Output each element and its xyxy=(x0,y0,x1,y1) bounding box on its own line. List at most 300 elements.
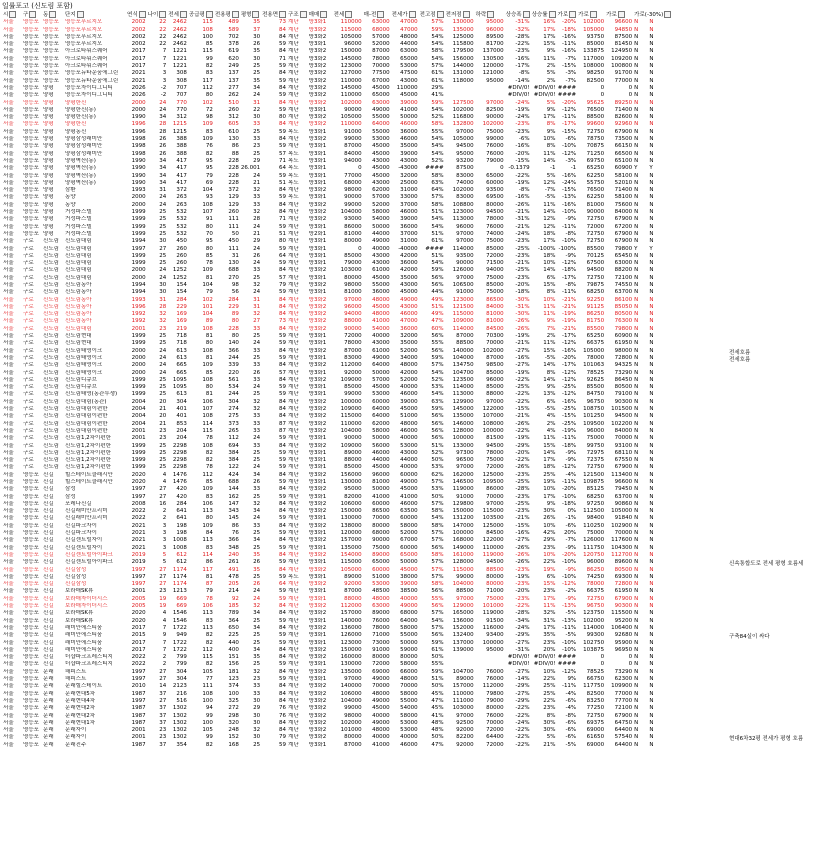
table-cell[interactable]: N xyxy=(649,274,654,281)
table-cell[interactable]: 84 xyxy=(279,311,287,318)
table-cell[interactable]: -26% xyxy=(515,420,530,427)
table-cell[interactable]: 영등포 xyxy=(23,493,39,500)
table-cell[interactable]: 24 xyxy=(253,588,261,595)
table-cell[interactable]: 2000 xyxy=(131,99,146,106)
table-cell[interactable]: 99750 xyxy=(586,442,605,449)
table-cell[interactable]: 95000 xyxy=(456,150,474,157)
table-cell[interactable]: N xyxy=(634,610,639,617)
table-cell[interactable]: -26% xyxy=(515,325,530,332)
table-cell[interactable]: 30 xyxy=(253,712,261,719)
table-cell[interactable]: 109 xyxy=(202,486,213,493)
table-cell[interactable]: 41% xyxy=(431,712,444,719)
table-cell[interactable]: 90300 xyxy=(614,603,633,610)
table-cell[interactable]: 60000 xyxy=(400,515,418,522)
table-cell[interactable]: 84 xyxy=(279,442,287,449)
table-cell[interactable]: 126000 xyxy=(340,632,362,639)
table-cell[interactable]: 229 xyxy=(176,303,187,310)
table-cell[interactable]: 1992 xyxy=(131,311,146,318)
table-cell[interactable]: 92 xyxy=(231,595,239,602)
table-cell[interactable]: 270 xyxy=(228,274,239,281)
table-cell[interactable]: 610 xyxy=(228,128,239,135)
table-cell[interactable]: 157000 xyxy=(340,610,362,617)
table-cell[interactable]: 영등포 xyxy=(23,172,39,179)
table-cell[interactable]: 1998 xyxy=(131,143,146,150)
table-cell[interactable]: N xyxy=(649,296,654,303)
table-cell[interactable]: N xyxy=(634,500,639,507)
table-cell[interactable]: 63700 xyxy=(614,493,633,500)
table-cell[interactable]: 2 xyxy=(162,654,167,661)
table-cell[interactable]: 1990 xyxy=(131,179,146,186)
table-cell[interactable]: 구로 xyxy=(23,376,34,383)
table-cell[interactable]: -12% xyxy=(561,150,577,157)
table-cell[interactable]: 44000 xyxy=(372,457,390,464)
table-cell[interactable]: -18% xyxy=(515,289,530,296)
table-cell[interactable]: 1999 xyxy=(131,260,146,267)
table-cell[interactable]: 2017 xyxy=(131,624,146,631)
table-cell[interactable]: 179500 xyxy=(452,48,474,55)
table-cell[interactable]: -27% xyxy=(515,537,530,544)
table-cell[interactable]: 48000 xyxy=(372,595,390,602)
table-cell[interactable]: #### xyxy=(425,165,444,172)
table-cell[interactable]: 양평 xyxy=(43,99,54,106)
table-cell[interactable]: 영등포 xyxy=(23,128,39,135)
column-header[interactable] xyxy=(188,11,214,19)
table-cell[interactable]: 76 xyxy=(279,712,287,719)
table-cell[interactable]: -16% xyxy=(561,398,577,405)
table-cell[interactable]: 26 xyxy=(253,369,261,376)
table-cell[interactable]: 78000 xyxy=(372,55,390,62)
table-cell[interactable]: 34 xyxy=(159,157,167,164)
filter-dropdown-icon[interactable] xyxy=(159,11,166,18)
table-cell[interactable]: 101063 xyxy=(583,362,605,369)
table-cell[interactable]: 128000 xyxy=(452,427,474,434)
table-cell[interactable]: 64400 xyxy=(614,741,633,748)
table-cell[interactable]: 양평 xyxy=(43,157,54,164)
table-cell[interactable]: 56% xyxy=(431,420,444,427)
table-cell[interactable]: 25 xyxy=(159,333,167,340)
table-cell[interactable]: -15% xyxy=(515,522,530,529)
table-cell[interactable]: 서울 xyxy=(3,530,14,537)
table-cell[interactable]: N xyxy=(649,194,654,201)
table-cell[interactable]: N xyxy=(649,435,654,442)
table-cell[interactable]: 영등포 xyxy=(23,99,39,106)
table-cell[interactable]: N xyxy=(634,179,639,186)
table-cell[interactable]: 144 xyxy=(228,486,239,493)
table-cell[interactable]: 707 xyxy=(176,84,187,91)
table-cell[interactable]: 계단 xyxy=(288,449,299,456)
table-cell[interactable]: 66750 xyxy=(586,676,605,683)
table-cell[interactable]: 방3화1 xyxy=(308,676,327,683)
table-cell[interactable]: 85500 xyxy=(586,245,605,252)
table-cell[interactable]: 방3화1 xyxy=(308,632,327,639)
table-cell[interactable]: 방3화2 xyxy=(308,566,327,573)
table-cell[interactable]: 76 xyxy=(231,530,239,537)
table-cell[interactable]: 101250 xyxy=(583,413,605,420)
table-cell[interactable]: 신도림태영이크 xyxy=(65,369,103,376)
table-cell[interactable]: 51% xyxy=(431,252,444,259)
table-cell[interactable]: 계단 xyxy=(288,530,299,537)
table-cell[interactable]: 80000 xyxy=(344,238,362,245)
table-cell[interactable]: 서울 xyxy=(3,479,14,485)
table-cell[interactable]: 88500 xyxy=(456,588,474,595)
table-cell[interactable]: 72000 xyxy=(344,333,362,340)
table-cell[interactable]: 59 xyxy=(279,223,287,230)
table-cell[interactable]: 72100 xyxy=(614,705,633,712)
table-cell[interactable]: 계단 xyxy=(288,238,299,245)
table-cell[interactable]: 계단 xyxy=(288,668,299,675)
table-cell[interactable]: 1990 xyxy=(131,114,146,121)
table-cell[interactable]: 59 xyxy=(279,41,287,48)
table-cell[interactable]: 계단 xyxy=(288,318,299,325)
table-cell[interactable]: 60% xyxy=(431,325,444,332)
table-cell[interactable]: 132400 xyxy=(452,632,474,639)
table-cell[interactable]: 97000 xyxy=(456,230,474,237)
table-cell[interactable]: 100000 xyxy=(340,398,362,405)
table-cell[interactable]: 90860 xyxy=(614,500,633,507)
table-cell[interactable]: 118000 xyxy=(452,77,474,84)
table-cell[interactable]: 14% xyxy=(543,449,556,456)
table-cell[interactable]: 38500 xyxy=(400,588,418,595)
table-cell[interactable]: 신길 xyxy=(43,566,54,573)
table-cell[interactable]: 더샵파크프레스티지 xyxy=(65,654,113,661)
table-cell[interactable]: -6% xyxy=(565,697,577,704)
table-cell[interactable]: 1994 xyxy=(131,289,146,296)
table-cell[interactable]: 97000 xyxy=(456,712,474,719)
table-cell[interactable]: 계단 xyxy=(288,442,299,449)
table-cell[interactable]: 85000 xyxy=(344,252,362,259)
table-cell[interactable]: N xyxy=(649,588,654,595)
table-cell[interactable]: 영등포 xyxy=(23,676,39,683)
table-cell[interactable]: 78 xyxy=(205,464,213,471)
table-cell[interactable]: 영등포 xyxy=(23,573,39,580)
table-cell[interactable]: 영등포 xyxy=(23,668,39,675)
table-cell[interactable] xyxy=(445,92,475,99)
table-cell[interactable]: 문래현대2차 xyxy=(65,712,96,719)
table-cell[interactable]: 76000 xyxy=(486,712,504,719)
table-cell[interactable]: 1997 xyxy=(131,676,146,683)
table-cell[interactable]: 계단 xyxy=(288,683,299,690)
table-cell[interactable]: 59 xyxy=(279,143,287,150)
table-cell[interactable]: 영등포 xyxy=(23,639,39,646)
table-cell[interactable]: 방3화1 xyxy=(308,479,327,485)
table-cell[interactable]: 13% xyxy=(543,391,556,398)
table-cell[interactable]: 방3화1 xyxy=(308,464,327,471)
table-cell[interactable]: N xyxy=(649,471,654,478)
table-cell[interactable]: 78000 xyxy=(486,449,504,456)
table-cell[interactable]: 60000 xyxy=(400,544,418,551)
table-cell[interactable]: 32 xyxy=(253,311,261,318)
table-cell[interactable]: 122000 xyxy=(482,537,504,544)
table-cell[interactable]: 35 xyxy=(253,654,261,661)
table-cell[interactable]: 84 xyxy=(279,201,287,208)
table-cell[interactable]: 718 xyxy=(176,340,187,347)
table-cell[interactable]: 1999 xyxy=(131,464,146,471)
table-cell[interactable]: 방3화2 xyxy=(308,442,327,449)
table-cell[interactable]: 36000 xyxy=(400,128,418,135)
table-cell[interactable]: 71500 xyxy=(486,260,504,267)
table-cell[interactable]: 80500 xyxy=(614,566,633,573)
table-cell[interactable]: 21 xyxy=(159,420,167,427)
table-cell[interactable]: 95000 xyxy=(486,646,504,653)
table-cell[interactable]: 59 xyxy=(279,639,287,646)
table-cell[interactable]: 26 xyxy=(159,143,167,150)
table-cell[interactable]: N xyxy=(634,333,639,340)
table-cell[interactable]: 181 xyxy=(228,668,239,675)
table-cell[interactable]: -10% xyxy=(561,559,577,566)
table-cell[interactable]: N xyxy=(649,187,654,194)
table-cell[interactable]: 24 xyxy=(159,369,167,376)
table-cell[interactable]: 135000 xyxy=(340,668,362,675)
table-cell[interactable]: 방3화1 xyxy=(308,391,327,398)
table-cell[interactable]: 84000 xyxy=(614,427,633,434)
table-cell[interactable]: 62250 xyxy=(586,172,605,179)
table-cell[interactable]: 104000 xyxy=(452,354,474,361)
table-cell[interactable]: 래미안에스티움 xyxy=(65,624,103,631)
table-cell[interactable]: 32000 xyxy=(400,333,418,340)
table-cell[interactable]: 7 xyxy=(162,624,167,631)
table-cell[interactable]: 서울 xyxy=(3,121,14,128)
table-cell[interactable]: 81000 xyxy=(344,289,362,296)
table-cell[interactable]: 33 xyxy=(253,347,261,354)
table-cell[interactable]: 계단 xyxy=(288,281,299,288)
table-cell[interactable]: 77500 xyxy=(372,70,390,77)
table-cell[interactable]: 43000 xyxy=(372,340,390,347)
table-cell[interactable]: 31 xyxy=(253,296,261,303)
table-cell[interactable]: 신도림태영이크 xyxy=(65,354,103,361)
table-cell[interactable]: 489 xyxy=(228,19,239,26)
table-cell[interactable]: 계단 xyxy=(288,500,299,507)
table-cell[interactable]: 84 xyxy=(279,690,287,697)
table-cell[interactable]: 110000 xyxy=(396,84,418,91)
table-cell[interactable]: 168000 xyxy=(452,537,474,544)
table-cell[interactable]: 신도림대림이편한 xyxy=(65,427,108,434)
table-cell[interactable]: 770 xyxy=(176,106,187,113)
table-cell[interactable]: 85500 xyxy=(586,384,605,391)
table-cell[interactable]: 5% xyxy=(546,70,556,77)
table-cell[interactable]: 45000 xyxy=(372,303,390,310)
table-cell[interactable]: 49000 xyxy=(372,106,390,113)
table-cell[interactable]: N xyxy=(649,654,654,661)
table-cell[interactable]: 79 xyxy=(205,172,213,179)
table-cell[interactable]: 134750 xyxy=(452,362,474,369)
table-cell[interactable]: 30 xyxy=(159,289,167,296)
table-cell[interactable]: 108 xyxy=(202,690,213,697)
table-cell[interactable]: 108000 xyxy=(482,420,504,427)
table-cell[interactable]: N xyxy=(649,413,654,420)
table-cell[interactable]: N xyxy=(634,668,639,675)
table-cell[interactable]: -29% xyxy=(515,683,530,690)
table-cell[interactable]: N xyxy=(634,573,639,580)
table-cell[interactable]: N xyxy=(634,603,639,610)
table-cell[interactable]: N xyxy=(634,84,639,91)
table-cell[interactable]: 417 xyxy=(176,179,187,186)
table-cell[interactable]: N xyxy=(634,209,639,216)
table-cell[interactable]: 641 xyxy=(176,508,187,515)
table-cell[interactable]: 영등포 xyxy=(23,661,39,668)
table-cell[interactable]: #### xyxy=(557,654,577,661)
table-cell[interactable]: 78000 xyxy=(372,624,390,631)
table-cell[interactable]: 87000 xyxy=(372,48,390,55)
table-cell[interactable]: 24 xyxy=(253,464,261,471)
table-cell[interactable]: 계단 xyxy=(288,551,299,558)
table-cell[interactable]: 1095 xyxy=(172,384,187,391)
table-cell[interactable]: 74550 xyxy=(614,281,633,288)
table-cell[interactable]: 84 xyxy=(279,121,287,128)
table-cell[interactable]: 97000 xyxy=(456,464,474,471)
table-cell[interactable]: -6% xyxy=(565,734,577,741)
table-cell[interactable]: 0 xyxy=(628,654,633,661)
table-cell[interactable]: 52010 xyxy=(614,179,633,186)
column-header[interactable] xyxy=(531,11,557,19)
table-cell[interactable]: 14% xyxy=(543,376,556,383)
table-cell[interactable]: 4 xyxy=(162,610,167,617)
table-cell[interactable]: 서울 xyxy=(3,471,14,478)
table-cell[interactable]: -7% xyxy=(565,537,577,544)
table-cell[interactable]: 82500 xyxy=(586,690,605,697)
table-cell[interactable]: 108 xyxy=(202,347,213,354)
table-cell[interactable]: 90000 xyxy=(372,537,390,544)
table-cell[interactable]: 서울 xyxy=(3,712,14,719)
table-cell[interactable]: 84 xyxy=(279,398,287,405)
table-cell[interactable]: N xyxy=(649,486,654,493)
table-cell[interactable]: 계단 xyxy=(288,354,299,361)
table-cell[interactable]: 서울 xyxy=(3,296,14,303)
table-cell[interactable]: 서울 xyxy=(3,413,14,420)
table-cell[interactable]: 2021 xyxy=(131,544,146,551)
table-cell[interactable]: N xyxy=(634,48,639,55)
table-cell[interactable]: 24 xyxy=(159,362,167,369)
table-cell[interactable]: N xyxy=(649,41,654,48)
table-cell[interactable]: 영등포 xyxy=(23,143,39,150)
table-cell[interactable]: 구로 xyxy=(23,369,34,376)
table-cell[interactable]: 영등포 xyxy=(23,595,39,602)
table-cell[interactable]: -8% xyxy=(565,230,577,237)
table-cell[interactable]: N xyxy=(649,515,654,522)
table-cell[interactable]: 24 xyxy=(159,274,167,281)
table-cell[interactable]: 25 xyxy=(159,457,167,464)
table-cell[interactable]: 84 xyxy=(279,624,287,631)
table-cell[interactable]: 14 xyxy=(159,683,167,690)
table-cell[interactable]: N xyxy=(649,136,654,143)
table-cell[interactable]: 96000 xyxy=(344,41,362,48)
table-cell[interactable]: 방3화2 xyxy=(308,603,327,610)
table-cell[interactable]: -16% xyxy=(515,55,530,62)
table-cell[interactable]: 영등포 xyxy=(23,551,39,558)
table-cell[interactable]: 22 xyxy=(159,26,167,33)
table-cell[interactable]: 2002 xyxy=(131,41,146,48)
table-cell[interactable]: 2000 xyxy=(131,274,146,281)
table-cell[interactable]: 43000 xyxy=(372,252,390,259)
table-cell[interactable]: N xyxy=(634,296,639,303)
table-cell[interactable]: 문래현대5차 xyxy=(65,690,96,697)
filter-dropdown-icon[interactable] xyxy=(300,11,307,18)
table-cell[interactable]: 54% xyxy=(431,223,444,230)
table-cell[interactable]: 9% xyxy=(546,128,556,135)
table-cell[interactable]: 22% xyxy=(543,676,556,683)
table-cell[interactable]: 111 xyxy=(228,216,239,223)
table-cell[interactable]: 2462 xyxy=(172,19,187,26)
table-cell[interactable]: 28 xyxy=(159,303,167,310)
table-cell[interactable]: 신길 xyxy=(43,551,54,558)
table-cell[interactable]: 82 xyxy=(205,632,213,639)
table-cell[interactable]: 117 xyxy=(202,77,213,84)
table-cell[interactable]: 80000 xyxy=(486,573,504,580)
table-cell[interactable]: 91000 xyxy=(456,493,474,500)
table-cell[interactable]: 99600 xyxy=(586,121,605,128)
table-cell[interactable]: 99300 xyxy=(586,632,605,639)
table-cell[interactable]: 137 xyxy=(228,70,239,77)
table-cell[interactable]: 61000 xyxy=(372,347,390,354)
table-cell[interactable]: 계단 xyxy=(288,588,299,595)
table-cell[interactable]: 래미안에스티움 xyxy=(65,639,103,646)
table-cell[interactable]: 96000 xyxy=(586,427,605,434)
table-cell[interactable]: 23 xyxy=(159,435,167,442)
table-cell[interactable]: N xyxy=(634,128,639,135)
table-cell[interactable]: 6% xyxy=(546,274,556,281)
table-cell[interactable]: N xyxy=(634,26,639,33)
table-cell[interactable]: 70 xyxy=(205,230,213,237)
table-cell[interactable]: 263 xyxy=(176,194,187,201)
table-cell[interactable]: 105000 xyxy=(340,114,362,121)
table-cell[interactable]: 79875 xyxy=(586,281,605,288)
table-cell[interactable]: -22% xyxy=(515,427,530,434)
table-cell[interactable]: 복도 xyxy=(288,165,299,172)
table-cell[interactable]: N xyxy=(634,33,639,40)
table-cell[interactable]: 51% xyxy=(431,676,444,683)
table-cell[interactable]: 78 xyxy=(205,435,213,442)
table-cell[interactable]: 8% xyxy=(546,121,556,128)
table-cell[interactable]: -23% xyxy=(515,48,530,55)
table-cell[interactable]: N xyxy=(649,289,654,296)
table-cell[interactable]: 56% xyxy=(431,274,444,281)
table-cell[interactable]: 99000 xyxy=(456,573,474,580)
table-cell[interactable]: 2017 xyxy=(131,639,146,646)
table-cell[interactable]: -20% xyxy=(515,449,530,456)
column-header[interactable] xyxy=(261,11,287,19)
table-cell[interactable]: 83250 xyxy=(586,697,605,704)
table-cell[interactable]: 50% xyxy=(431,734,444,741)
table-cell[interactable]: 99 xyxy=(205,55,213,62)
table-cell[interactable]: 312 xyxy=(176,114,187,121)
table-cell[interactable]: N xyxy=(634,303,639,310)
table-cell[interactable]: 10% xyxy=(543,136,556,143)
table-cell[interactable]: -19% xyxy=(515,573,530,580)
table-cell[interactable]: 80000 xyxy=(486,581,504,588)
table-cell[interactable]: 80500 xyxy=(614,384,633,391)
table-cell[interactable]: 59% xyxy=(431,99,444,106)
table-cell[interactable]: -12% xyxy=(561,106,577,113)
table-cell[interactable]: 354 xyxy=(176,741,187,748)
table-cell[interactable]: 707 xyxy=(176,92,187,99)
table-cell[interactable]: 67500 xyxy=(586,260,605,267)
table-cell[interactable]: 93100 xyxy=(614,442,633,449)
table-cell[interactable]: 87000 xyxy=(344,588,362,595)
table-cell[interactable]: 150000 xyxy=(452,508,474,515)
table-cell[interactable]: 84 xyxy=(279,325,287,332)
table-cell[interactable]: N xyxy=(634,661,639,668)
table-cell[interactable]: 계단 xyxy=(288,690,299,697)
table-cell[interactable]: 1213 xyxy=(172,588,187,595)
table-cell[interactable]: 신도림 xyxy=(43,435,59,442)
table-cell[interactable]: 36000 xyxy=(400,325,418,332)
table-cell[interactable]: 방3화1 xyxy=(308,245,327,252)
table-cell[interactable]: 59 xyxy=(279,128,287,135)
table-cell[interactable]: 방3화2 xyxy=(308,136,327,143)
table-cell[interactable]: 27 xyxy=(159,697,167,704)
table-cell[interactable]: 82 xyxy=(205,661,213,668)
table-cell[interactable]: 93200 xyxy=(456,157,474,164)
table-cell[interactable]: 57000 xyxy=(372,33,390,40)
